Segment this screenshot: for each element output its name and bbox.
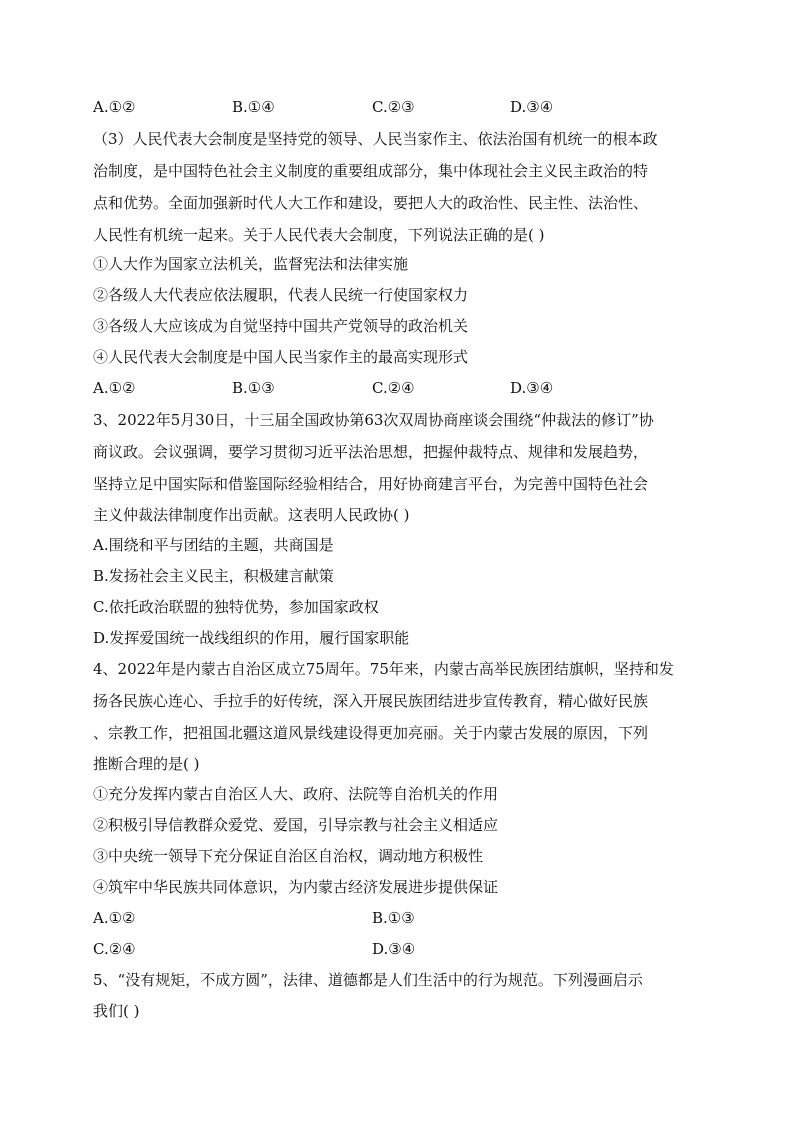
- option-a: A.①②: [93, 909, 136, 927]
- q4-item: ③中央统一领导下充分保证自治区自治权，调动地方积极性: [93, 847, 484, 865]
- option-d: D.③④: [510, 379, 554, 397]
- option-d: D.③④: [510, 98, 554, 116]
- q4-stem-line: 4、2022年是内蒙古自治区成立75周年。75年来，内蒙古高举民族团结旗帜，坚持和发: [93, 660, 674, 678]
- q3-option-a: A.围绕和平与团结的主题，共商国是: [93, 536, 334, 554]
- q3-stem-line: 商议政。会议强调，要学习贯彻习近平法治思想，把握仲裁特点、规律和发展趋势，: [93, 443, 649, 461]
- option-b: B.①④: [232, 98, 275, 116]
- option-a: A.①②: [93, 98, 136, 116]
- q3-option-b: B.发扬社会主义民主，积极建言献策: [93, 567, 334, 585]
- option-b: B.①③: [232, 379, 275, 397]
- option-c: C.②③: [372, 98, 415, 116]
- q4-stem-line: 、宗教工作，把祖国北疆这道风景线建设得更加亮丽。关于内蒙古发展的原因，下列: [93, 724, 649, 742]
- q3-option-d: D.发挥爱国统一战线组织的作用，履行国家职能: [93, 629, 410, 647]
- q2-options: [93, 97, 708, 117]
- q4-options-row1: [93, 908, 708, 928]
- q3-stem-line: 3、2022年5月30日，十三届全国政协第63次双周协商座谈会围绕“仲裁法的修订”协: [93, 411, 654, 429]
- q2-sub3-item: ③各级人大应该成为自觉坚持中国共产党领导的政治机关: [93, 317, 469, 335]
- q2-sub3-stem-line: （3）人民代表大会制度是坚持党的领导、人民当家作主、依法治国有机统一的根本政: [93, 130, 658, 148]
- q2-sub3-stem-line: 人民性有机统一起来。关于人民代表大会制度，下列说法正确的是( ): [93, 226, 545, 244]
- q4-item: ①充分发挥内蒙古自治区人大、政府、法院等自治机关的作用: [93, 785, 499, 803]
- q2-sub3-stem-line: 治制度，是中国特色社会主义制度的重要组成部分，集中体现社会主义民主政治的特: [93, 162, 649, 180]
- q2-sub3-stem-line: 点和优势。全面加强新时代人大工作和建设，要把人大的政治性、民主性、法治性、: [93, 194, 649, 212]
- q3-option-c: C.依托政治联盟的独特优势，参加国家政权: [93, 598, 379, 616]
- q5-stem-line: 5、“没有规矩，不成方圆”，法律、道德都是人们生活中的行为规范。下列漫画启示: [93, 971, 643, 989]
- option-c: C.②④: [372, 379, 415, 397]
- option-b: B.①③: [372, 909, 415, 927]
- q3-stem-line: 坚持立足中国实际和借鉴国际经验相结合，用好协商建言平台，为完善中国特色社会: [93, 475, 649, 493]
- q2-sub3-item: ④人民代表大会制度是中国人民当家作主的最高实现形式: [93, 348, 469, 366]
- option-c: C.②④: [93, 940, 136, 958]
- q2-sub3-item: ②各级人大代表应依法履职，代表人民统一行使国家权力: [93, 286, 469, 304]
- q4-stem-line: 推断合理的是( ): [93, 755, 200, 773]
- q2-sub3-options: [93, 378, 708, 398]
- q4-item: ②积极引导信教群众爱党、爱国，引导宗教与社会主义相适应: [93, 816, 499, 834]
- q5-stem-line: 我们( ): [93, 1002, 140, 1020]
- option-d: D.③④: [372, 940, 416, 958]
- q4-item: ④筑牢中华民族共同体意识，为内蒙古经济发展进步提供保证: [93, 878, 499, 896]
- q3-stem-line: 主义仲裁法律制度作出贡献。这表明人民政协( ): [93, 506, 410, 524]
- q4-stem-line: 扬各民族心连心、手拉手的好传统，深入开展民族团结进步宣传教育，精心做好民族: [93, 692, 649, 710]
- option-a: A.①②: [93, 379, 136, 397]
- q4-options-row2: [93, 939, 708, 959]
- q2-sub3-item: ①人大作为国家立法机关，监督宪法和法律实施: [93, 255, 409, 273]
